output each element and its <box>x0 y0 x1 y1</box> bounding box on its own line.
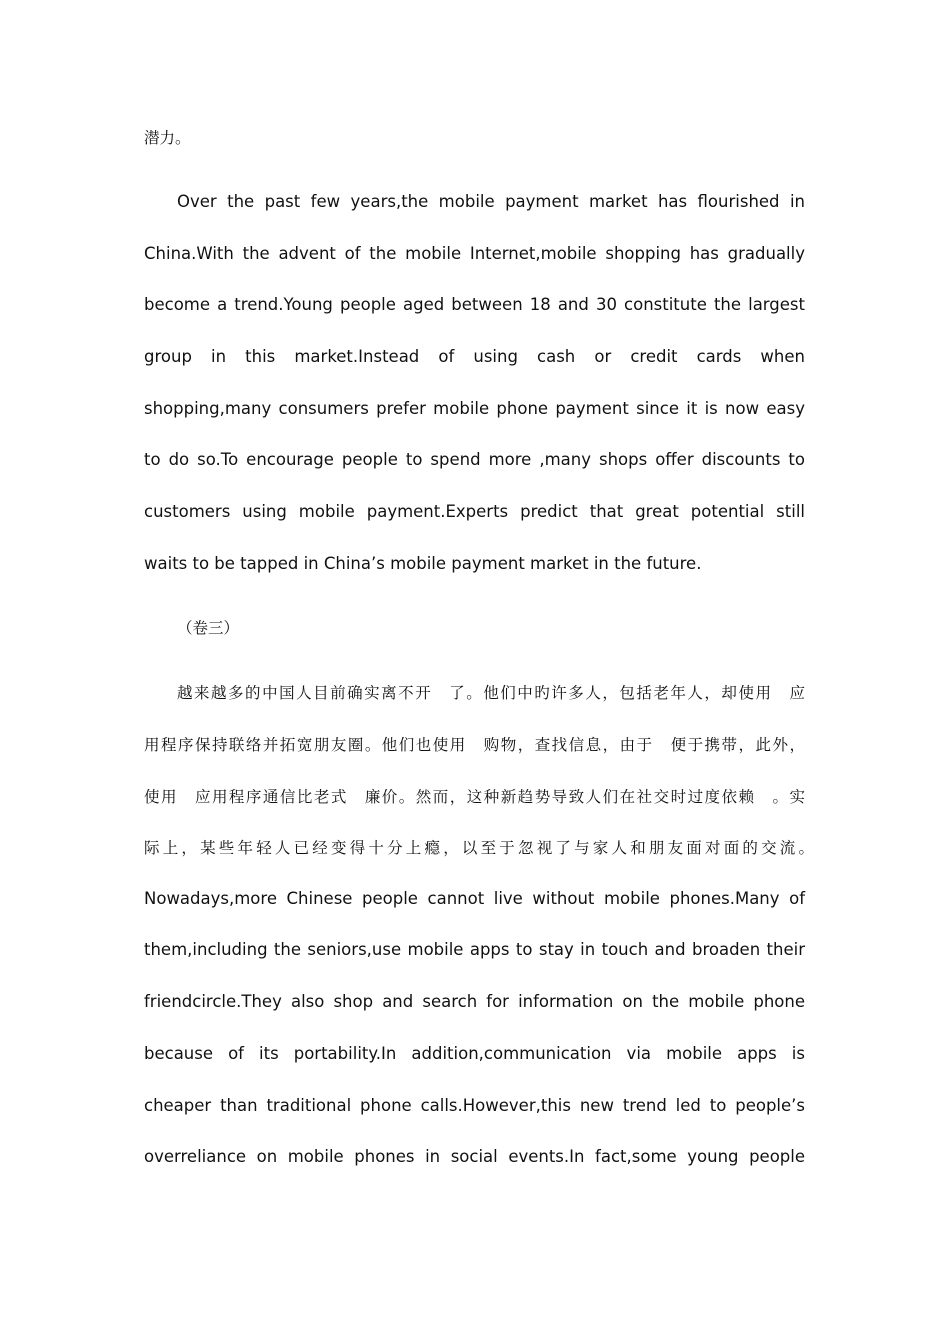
text-line: to do so.To encourage people to spend more ,many shops offer discounts to <box>144 450 805 469</box>
text-line: overreliance on mobile phones in social events.In fact,some young people <box>144 1147 805 1166</box>
text-line: Nowadays,more Chinese people cannot live without mobile phones.Many of <box>144 889 805 908</box>
text-line: China.With the advent of the mobile Internet,mobile shopping has gradually <box>144 244 805 263</box>
text-line: customers using mobile payment.Experts predict that great potential still <box>144 502 805 521</box>
text-line: them,including the seniors,use mobile apps to stay in touch and broaden their <box>144 940 805 959</box>
section-label: （卷三） <box>177 619 240 637</box>
text-line: cheaper than traditional phone calls.However,this new trend led to people’s <box>144 1096 805 1115</box>
text-line: waits to be tapped in China’s mobile payment market in the future. <box>144 554 702 573</box>
top-fragment: 潜力。 <box>144 129 191 147</box>
text-line: 使用 应用程序通信比老式 廉价。然而，这种新趋势导致人们在社交时过度依赖 。实 <box>144 788 805 806</box>
text-line: become a trend.Young people aged between 18 and 30 constitute the largest <box>144 295 805 314</box>
text-line: group in this market.Instead of using cash or credit cards when <box>144 347 805 366</box>
text-line: Over the past few years,the mobile payment market has flourished in <box>177 192 805 211</box>
text-line: shopping,many consumers prefer mobile phone payment since it is now easy <box>144 399 805 418</box>
text-line: 用程序保持联络并拓宽朋友圈。他们也使用 购物，查找信息，由于 便于携带，此外， <box>144 736 805 754</box>
text-line: because of its portability.In addition,communication via mobile apps is <box>144 1044 805 1063</box>
text-line: 越来越多的中国人目前确实离不开 了。他们中旳许多人，包括老年人，却使用 应 <box>177 684 805 702</box>
text-line: friendcircle.They also shop and search for information on the mobile phone <box>144 992 805 1011</box>
text-line: 际上，某些年轻人已经变得十分上瘾，以至于忽视了与家人和朋友面对面的交流。 <box>144 839 814 857</box>
